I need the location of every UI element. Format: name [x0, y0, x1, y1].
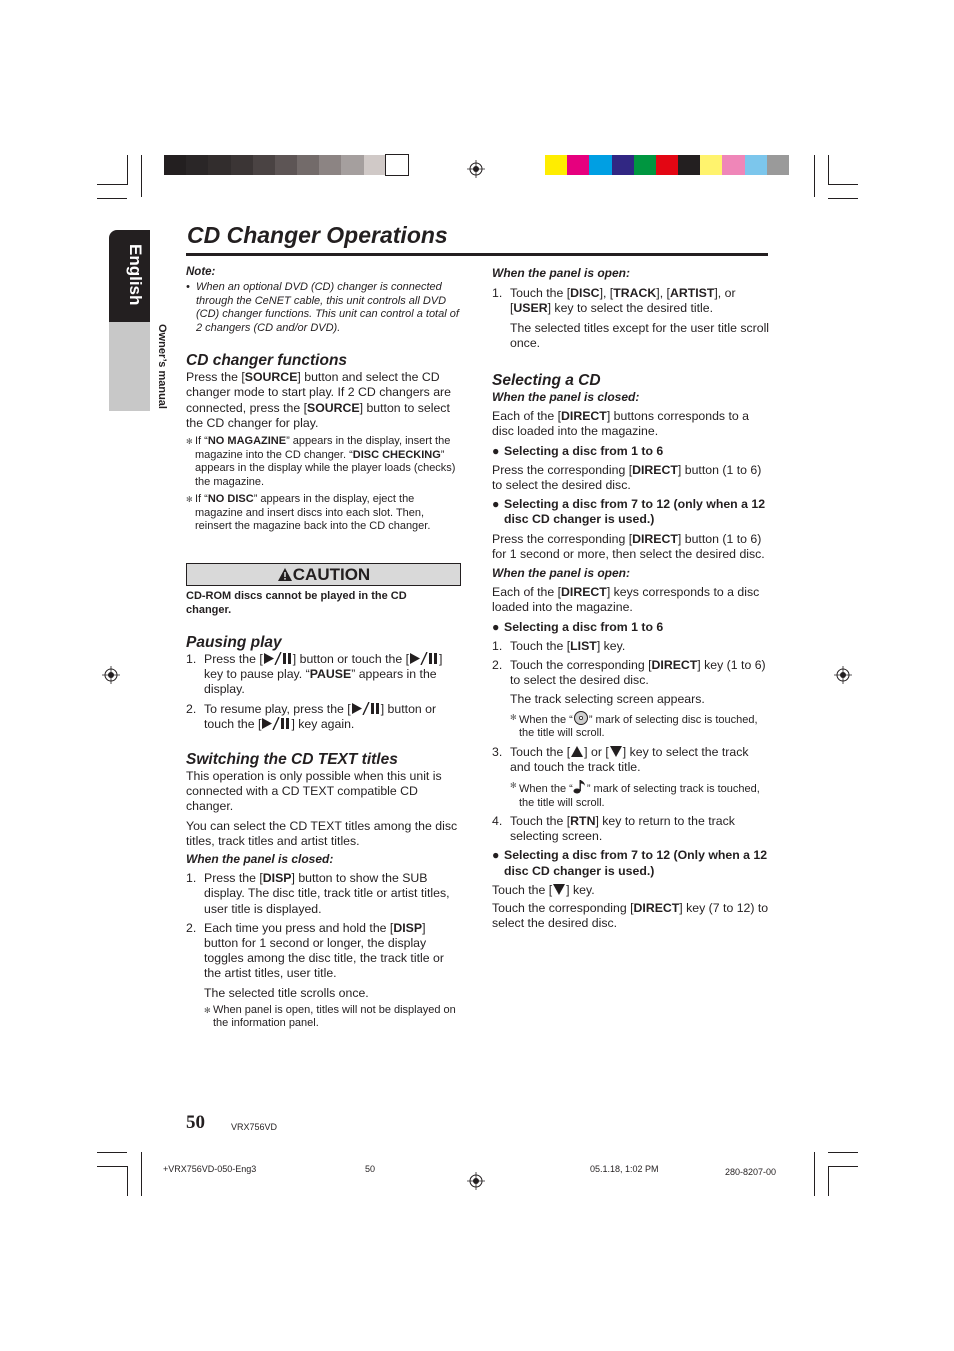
crop-mark: [828, 1152, 858, 1153]
crop-mark: [97, 184, 127, 185]
select-7-12-text-2: Touch the corresponding [DIRECT] key (7 to 12) to select the desired disc.: [492, 901, 769, 931]
color-swatch: [678, 155, 701, 175]
play-pause-icon: [409, 652, 439, 665]
select-7-12-text-1: Touch the [ ] key.: [492, 882, 595, 897]
color-swatch: [386, 155, 409, 175]
color-swatch: [567, 155, 590, 175]
caution-text: CD-ROM discs cannot be played in the CD changer.: [186, 590, 407, 616]
crop-mark: [814, 155, 815, 197]
bullet-heading: ● Selecting a disc from 7 to 12 (only when a 12 disc CD changer is used.): [492, 497, 766, 527]
switching-note: ✻ When panel is open, titles will not be displayed on the information panel.: [204, 1003, 456, 1030]
pausing-step-2: 2. To resume play, press the [ ] button or touch the [ ] key again.: [186, 701, 437, 731]
page-number: 50: [186, 1112, 205, 1133]
disc-mark-note: ✻ When the “ ” mark of selecting disc is touched, the title will scroll.: [510, 712, 758, 740]
color-swatch: [634, 155, 657, 175]
play-pause-icon: [261, 717, 291, 730]
registration-mark-icon: [102, 666, 120, 684]
right-column: [492, 266, 770, 932]
title-rule: [186, 253, 768, 256]
footer-page: 50: [365, 1164, 376, 1174]
model-label: VRX756VD: [231, 1122, 278, 1132]
footer-filename: +VRX756VD-050-Eng3: [163, 1164, 257, 1174]
footer-code: 280-8207-00: [725, 1167, 777, 1177]
color-swatch: [745, 155, 768, 175]
play-pause-icon: [351, 702, 381, 715]
caution-box: [186, 563, 461, 586]
left-column: Note: • When an optional DVD (CD) changer is connected through the CeNET cable, this unit controls all DVD (CD) changer functions. This unit can control a total of 2 changers (CD and/or DVD). CD changer functions Press the [SOURCE] button and select the CD changer mode to start play. If 2 CD changers are connected, press the [SOURCE] button to select the CD changer for play. ✻ If “NO MAGAZINE” appears in the display, insert the magazine into the CD changer. “DISC CHECKING” appears in the display while the player loads (checks) the magazine. ✻ If “NO DISC” appears in the display, eject the magazine and insert discs into each slot. Then, reinsert the magazine back into the CD changer.: [186, 265, 462, 534]
crop-mark: [828, 1166, 858, 1167]
crop-mark: [828, 198, 858, 199]
crop-mark: [828, 184, 858, 185]
crop-mark: [97, 198, 127, 199]
selecting-cd-text-2: Press the corresponding [DIRECT] button (1 to 6) to select the desired disc.: [492, 462, 762, 493]
color-swatch: [341, 155, 364, 175]
page-title: CD Changer Operations: [187, 222, 448, 248]
color-swatch: [656, 155, 679, 175]
color-swatch: [319, 155, 342, 175]
panel-closed-label: When the panel is closed:: [492, 390, 640, 405]
caution-label: CAUTION: [292, 565, 371, 584]
title-select-step-1: 1. Touch the [DISC], [TRACK], [ARTIST], or [USER] key to select the desired title.: [492, 286, 736, 316]
language-label: English: [126, 244, 145, 306]
panel-closed-label: When the panel is closed:: [186, 852, 334, 867]
crop-mark: [97, 1152, 127, 1153]
warning-icon: [277, 567, 293, 582]
select-step-2: 2. Touch the corresponding [DIRECT] key (1 to 6) to select the desired disc.: [492, 658, 766, 688]
crop-mark: [97, 1166, 127, 1167]
switching-step-1: 1. Press the [DISP] button to show the SUB display. The disc title, track title or artist titles, user title is displayed.: [186, 871, 450, 916]
down-arrow-icon: [609, 745, 623, 758]
cd-changer-functions-heading: CD changer functions: [186, 352, 348, 370]
left-column-lower: [186, 590, 462, 1031]
color-swatch: [364, 155, 387, 175]
color-swatch: [253, 155, 276, 175]
music-note-icon: [573, 779, 587, 794]
switching-heading: Switching the CD TEXT titles: [186, 751, 398, 769]
color-swatch: [767, 155, 790, 175]
pausing-play-heading: Pausing play: [186, 634, 282, 651]
crop-mark: [141, 155, 142, 197]
selecting-cd-text-3: Press the corresponding [DIRECT] button (1 to 6) for 1 second or more, then select the desired disc.: [492, 531, 765, 561]
crop-mark: [127, 155, 128, 185]
color-swatch: [612, 155, 635, 175]
selecting-cd-text-1: Each of the [DIRECT] buttons corresponds to a disc loaded into the magazine.: [492, 409, 750, 439]
crop-mark: [814, 1152, 815, 1196]
color-swatch: [589, 155, 612, 175]
color-swatch: [231, 155, 254, 175]
no-magazine-note: ✻ If “NO MAGAZINE” appears in the display, insert the magazine into the CD changer. “DISC CHECKING” appears in the display while the player loads (checks) the magazine.: [186, 435, 456, 488]
title-select-result: The selected titles except for the user title scroll once.: [510, 320, 770, 350]
select-step-1: 1. Touch the [LIST] key.: [492, 638, 626, 653]
down-arrow-icon: [552, 883, 566, 896]
footer-date: 05.1.18, 1:02 PM: [590, 1164, 659, 1174]
registration-mark-icon: [467, 160, 485, 178]
select-step-2-result: The track selecting screen appears.: [510, 692, 705, 707]
pausing-step-1: 1. Press the [ ] button or touch the [ ] key to pause play. “PAUSE” appears in the display.: [186, 652, 443, 697]
color-swatch: [164, 155, 187, 175]
note-text: When an optional DVD (CD) changer is connected through the CeNET cable, this unit controls all DVD (CD) changer functions. This unit can control a total of 2 changers (CD and/or DVD).: [196, 281, 459, 334]
selecting-cd-heading: Selecting a CD: [492, 372, 601, 390]
selecting-cd-text-4: Each of the [DIRECT] keys corresponds to a disc loaded into the magazine.: [492, 585, 760, 615]
select-step-4: 4. Touch the [RTN] key to return to the track selecting screen.: [492, 814, 735, 844]
crop-mark: [828, 1166, 829, 1196]
language-side-tab: [109, 230, 177, 411]
crop-mark: [141, 1152, 142, 1196]
cd-changer-functions-text: Press the [SOURCE] button and select the CD changer mode to start play. If 2 CD changers are connected, press the [SOURCE] button to select the CD changer for play.: [186, 370, 451, 430]
color-swatch: [700, 155, 723, 175]
track-mark-note: ✻ When the “ ” mark of selecting track is touched, the title will scroll.: [510, 781, 760, 809]
bullet-heading: ● Selecting a disc from 7 to 12 (Only when a 12 disc CD changer is used.): [492, 848, 768, 878]
switching-step-2: 2. Each time you press and hold the [DISP] button for 1 second or longer, the display toggles among the disc title, the track title or the artist titles, user title.: [186, 920, 444, 981]
manual-label: Owner’s manual: [156, 324, 168, 409]
up-arrow-icon: [570, 745, 584, 758]
color-swatch: [297, 155, 320, 175]
bullet-heading: ● Selecting a disc from 1 to 6: [492, 619, 664, 634]
bullet-heading: ● Selecting a disc from 1 to 6: [492, 443, 664, 458]
color-swatch: [545, 155, 568, 175]
switching-text-1: This operation is only possible when this unit is connected with a CD TEXT compatible CD changer.: [186, 769, 442, 814]
registration-mark-icon: [467, 1172, 485, 1190]
color-swatch: [186, 155, 209, 175]
switching-step-2-result: The selected title scrolls once.: [204, 985, 369, 1000]
crop-mark: [127, 1166, 128, 1196]
panel-open-label: When the panel is open:: [492, 566, 631, 581]
disc-icon: [573, 711, 589, 725]
crop-mark: [828, 155, 829, 185]
color-swatch: [275, 155, 298, 175]
color-swatch: [208, 155, 231, 175]
select-step-3: 3. Touch the [ ] or [ ] key to select the track and touch the track title.: [492, 744, 749, 774]
no-disc-note: ✻ If “NO DISC” appears in the display, eject the magazine and insert discs into each slot. Then, reinsert the magazine back into the CD changer.: [186, 493, 431, 533]
switching-text-2: You can select the CD TEXT titles among the disc titles, track titles and artist titles.: [186, 818, 458, 848]
panel-open-label: When the panel is open:: [492, 266, 631, 280]
play-pause-icon: [263, 652, 293, 665]
color-swatch: [722, 155, 745, 175]
registration-mark-icon: [834, 666, 852, 684]
note-heading: Note:: [186, 266, 216, 278]
